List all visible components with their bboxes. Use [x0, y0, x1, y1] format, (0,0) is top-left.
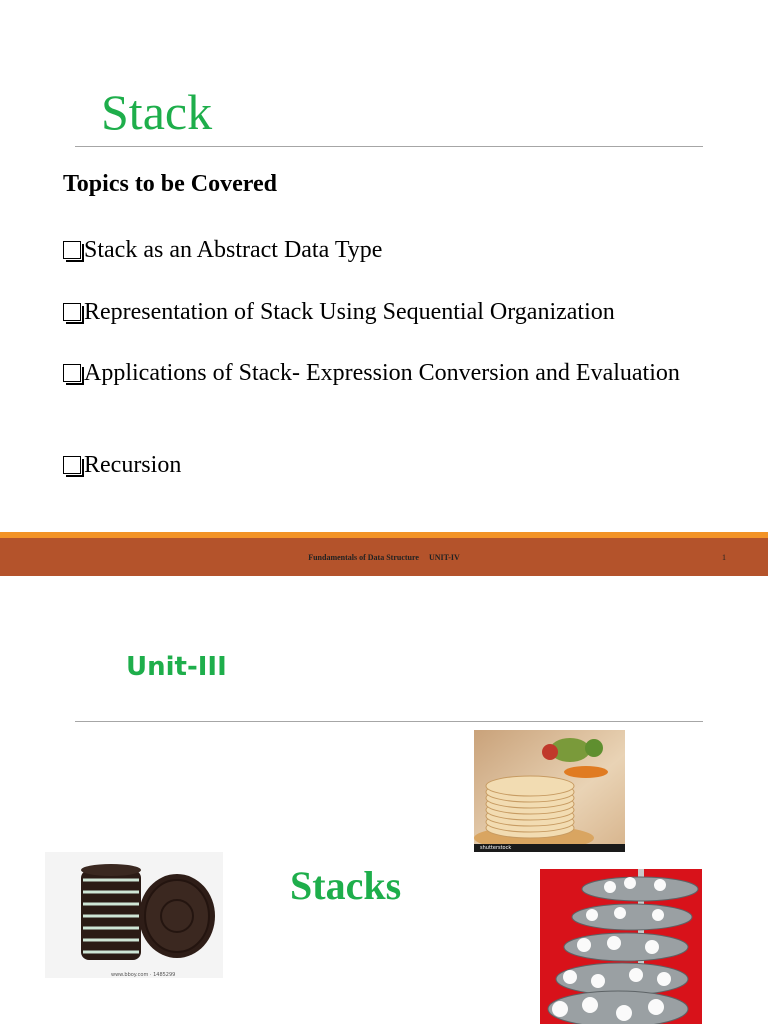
- bullet-text: Recursion: [84, 452, 182, 478]
- footer-text: Fundamentals of Data Structure UNIT-IV: [308, 553, 460, 562]
- roti-stack-image: [474, 730, 625, 852]
- roti-stack-illustration: [474, 730, 625, 852]
- checkbox-bullet-icon: [63, 364, 81, 382]
- checkbox-bullet-icon: [63, 241, 81, 259]
- checkbox-bullet-icon: [63, 456, 81, 474]
- checkbox-bullet-icon: [63, 303, 81, 321]
- stacks-label: Stacks: [290, 863, 402, 908]
- slide-2: [0, 576, 768, 1024]
- topics-heading: Topics to be Covered: [63, 171, 278, 197]
- bullet-item: [63, 358, 722, 389]
- bullet-text: Stack as an Abstract Data Type: [84, 237, 383, 263]
- watermark: shutterstock: [480, 845, 512, 851]
- bullet-item: [63, 297, 722, 328]
- oreo-stack-illustration: [45, 852, 223, 978]
- title-divider: [75, 146, 703, 147]
- bullet-item: [63, 235, 722, 266]
- page-number: 1: [722, 553, 726, 562]
- slide-title: Stack: [101, 84, 213, 140]
- bullet-text: Applications of Stack- Expression Conversion and Evaluation: [84, 360, 680, 386]
- watermark: www.bboy.com · 1485299: [111, 972, 176, 978]
- title-divider: [75, 721, 703, 722]
- oreo-stack-image: [45, 852, 223, 978]
- footer-bar: [0, 532, 768, 576]
- bullet-text: Representation of Stack Using Sequential Organization: [84, 299, 615, 325]
- bullet-item: [63, 450, 722, 481]
- idli-stand-image: [540, 869, 702, 1024]
- idli-stand-illustration: [540, 869, 702, 1024]
- unit-heading: Unit-III: [126, 652, 227, 682]
